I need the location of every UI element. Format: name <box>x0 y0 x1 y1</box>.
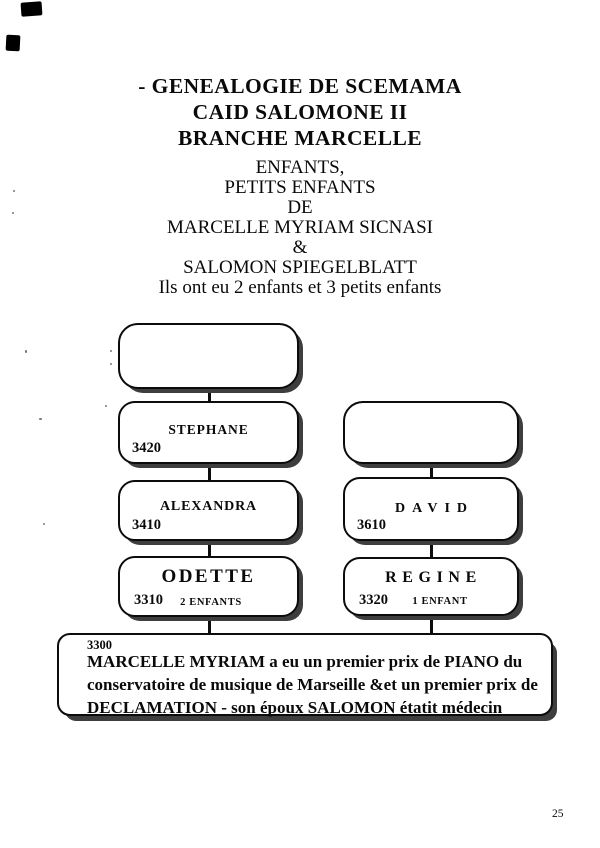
scan-speck <box>43 523 45 525</box>
footer-note-box <box>57 633 553 716</box>
tree-box-empty-left <box>118 323 299 389</box>
scan-speck <box>110 350 112 352</box>
box-code: 3310 <box>134 592 163 608</box>
box-name: REGINE <box>385 569 482 586</box>
tree-box-stephane <box>118 401 299 464</box>
footer-text-line-3: DECLAMATION - son époux SALOMON étatit médecin <box>87 698 503 717</box>
subtitle-line-4: MARCELLE MYRIAM SICNASI <box>166 217 434 238</box>
scan-speck <box>110 363 112 365</box>
box-note: 2 ENFANTS <box>180 597 242 608</box>
box-code: 3610 <box>357 517 386 533</box>
footer-text-line-2: conservatoire de musique de Marseille &et un premier prix de <box>87 675 538 694</box>
title-line-1: - GENEALOGIE DE SCEMAMA <box>138 74 462 98</box>
box-name: DAVID <box>394 501 475 516</box>
box-code: 3320 <box>359 592 388 608</box>
box-name: STEPHANE <box>168 422 249 437</box>
page-subtitle <box>0 158 600 298</box>
subtitle-line-7: Ils ont eu 2 enfants et 3 petits enfants <box>158 277 442 298</box>
subtitle-line-3: DE <box>287 197 313 218</box>
tree-box-david <box>343 477 519 541</box>
scan-artifact-mark <box>6 35 21 52</box>
subtitle-line-5: & <box>292 237 308 258</box>
scan-artifact-mark <box>21 1 43 16</box>
page-title <box>0 73 600 151</box>
page-number: 25 <box>552 808 564 820</box>
scan-speck <box>25 350 27 353</box>
scan-speck <box>39 418 42 420</box>
footer-text-line-1: MARCELLE MYRIAM a eu un premier prix de PIANO du <box>87 652 523 671</box>
box-name: ODETTE <box>161 566 256 587</box>
subtitle-line-2: PETITS ENFANTS <box>224 177 376 198</box>
connector-line <box>208 616 211 634</box>
title-line-3: BRANCHE MARCELLE <box>178 126 422 150</box>
box-name: ALEXANDRA <box>159 499 257 514</box>
footer-text <box>87 650 539 719</box>
scan-speck <box>105 405 107 407</box>
tree-box-alexandra <box>118 480 299 541</box>
title-line-2: CAID SALOMONE II <box>192 100 408 124</box>
subtitle-line-6: SALOMON SPIEGELBLATT <box>183 257 417 278</box>
footer-code: 3300 <box>87 638 112 652</box>
box-code: 3420 <box>132 440 161 456</box>
subtitle-line-1: ENFANTS, <box>255 157 345 178</box>
tree-box-empty-right <box>343 401 519 464</box>
box-note: 1 ENFANT <box>412 596 468 607</box>
connector-line <box>430 616 433 634</box>
tree-box-regine <box>343 557 519 616</box>
tree-box-odette <box>118 556 299 617</box>
box-code: 3410 <box>132 517 161 533</box>
